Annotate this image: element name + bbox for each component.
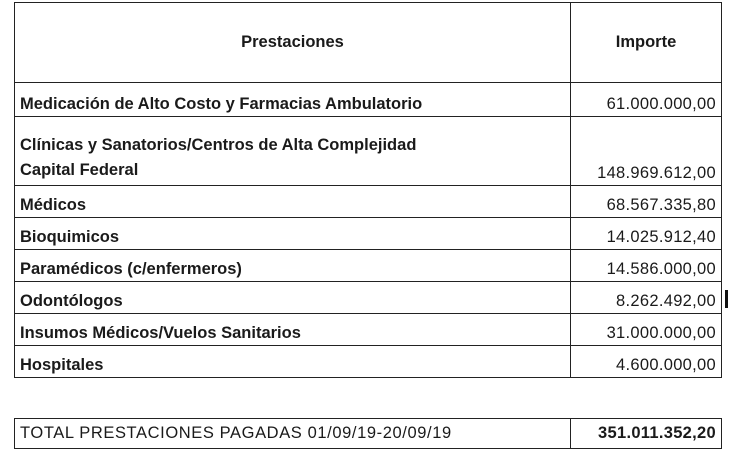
header-row [15,3,722,83]
row-label: Odontólogos [15,282,571,314]
total-amount: 351.011.352,20 [571,419,722,449]
row-label: Medicación de Alto Costo y Farmacias Ambulatorio [15,83,571,117]
row-amount: 61.000.000,00 [571,83,722,117]
table-row [15,314,722,346]
header-prestaciones: Prestaciones [15,3,571,83]
cursor-mark [725,290,728,308]
table-row [15,346,722,378]
row-amount: 31.000.000,00 [571,314,722,346]
total-label: TOTAL PRESTACIONES PAGADAS 01/09/19-20/09/19 [15,419,571,449]
total-table [14,418,722,449]
table-row [15,83,722,117]
row-label [15,117,571,186]
table-row [15,250,722,282]
row-amount: 8.262.492,00 [571,282,722,314]
table-row [15,282,722,314]
row-amount: 14.025.912,40 [571,218,722,250]
row-label: Bioquimicos [15,218,571,250]
table-row [15,186,722,218]
table-row [15,218,722,250]
row-amount: 14.586.000,00 [571,250,722,282]
row-amount: 148.969.612,00 [571,117,722,186]
header-importe: Importe [571,3,722,83]
row-label: Médicos [15,186,571,218]
row-label-line2: Capital Federal [20,161,139,179]
row-amount: 68.567.335,80 [571,186,722,218]
row-label: Hospitales [15,346,571,378]
row-label-wrap [20,133,416,183]
total-row [15,419,722,449]
table-row [15,117,722,186]
row-label: Insumos Médicos/Vuelos Sanitarios [15,314,571,346]
row-amount: 4.600.000,00 [571,346,722,378]
prestaciones-table [14,2,722,378]
row-label-line1: Clínicas y Sanatorios/Centros de Alta Complejidad [20,136,417,154]
row-label: Paramédicos (c/enfermeros) [15,250,571,282]
